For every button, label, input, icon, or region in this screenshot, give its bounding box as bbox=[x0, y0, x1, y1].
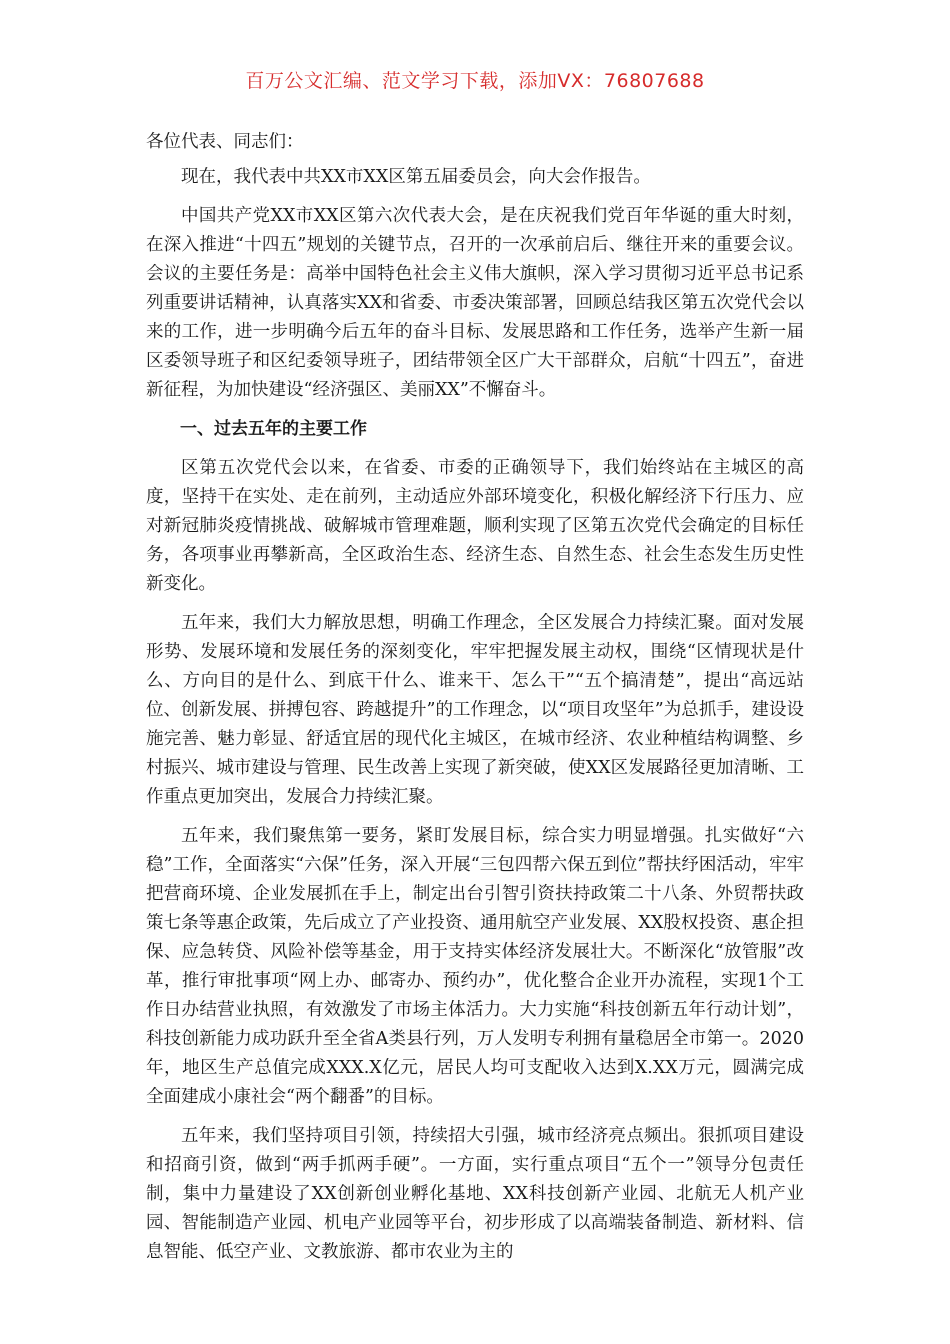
document-body bbox=[146, 128, 804, 1277]
paragraph-intro: 现在，我代表中共XX市XX区第五届委员会，向大会作报告。 bbox=[181, 167, 651, 187]
paragraph-meeting: 中国共产党XX市XX区第六次代表大会，是在庆祝我们党百年华诞的重大时刻，在深入推进“十四五”规划的关键节点，召开的一次承前启后、继往开来的重要会议。会议的主要任务是：高举中国特色社会主义伟大旗帜，深入学习贯彻习近平总书记系列重要讲话精神，认真落实XX和省委、市委决策部署，回顾总结我区第五次党代会以来的工作，进一步明确今后五年的奋斗目标、发展思路和工作任务，选举产生新一届区委领导班子和区纪委领导班子，团结带领全区广大干部群众，启航“十四五”，奋进新征程，为加快建设“经济强区、美丽XX”不懈奋斗。 bbox=[146, 206, 804, 400]
paragraph-section-4: 五年来，我们坚持项目引领，持续招大引强，城市经济亮点频出。狠抓项目建设和招商引资，做到“两手抓两手硬”。一方面，实行重点项目“五个一”领导分包责任制，集中力量建设了XX创新创业孵化基地、XX科技创新产业园、北航无人机产业园、智能制造产业园、机电产业园等平台，初步形成了以高端装备制造、新材料、信息智能、低空产业、文教旅游、都市农业为主的 bbox=[146, 1126, 804, 1262]
paragraph-section-2: 五年来，我们大力解放思想，明确工作理念，全区发展合力持续汇聚。面对发展形势、发展环境和发展任务的深刻变化，牢牢把握发展主动权，围绕“区情现状是什么、方向目的是什么、到底干什么、谁来干、怎么干”“五个搞清楚”，提出“高远站位、创新发展、拼搏包容、跨越提升”的工作理念，以“项目攻坚年”为总抓手，建设设施完善、魅力彰显、舒适宜居的现代化主城区，在城市经济、农业种植结构调整、乡村振兴、城市建设与管理、民生改善上实现了新突破，使XX区发展路径更加清晰、工作重点更加突出，发展合力持续汇聚。 bbox=[146, 613, 804, 807]
paragraph-section-1: 区第五次党代会以来，在省委、市委的正确领导下，我们始终站在主城区的高度，坚持干在实处、走在前列，主动适应外部环境变化，积极化解经济下行压力、应对新冠肺炎疫情挑战、破解城市管理难题，顺利实现了区第五次党代会确定的目标任务，各项事业再攀新高，全区政治生态、经济生态、自然生态、社会生态发生历史性新变化。 bbox=[146, 458, 804, 594]
greeting: 各位代表、同志们： bbox=[146, 132, 304, 152]
paragraph-section-3: 五年来，我们聚焦第一要务，紧盯发展目标，综合实力明显增强。扎实做好“六稳”工作，全面落实“六保”任务，深入开展“三包四帮六保五到位”帮扶纾困活动，牢牢把营商环境、企业发展抓在手上，制定出台引智引资扶持政策二十八条、外贸帮扶政策七条等惠企政策，先后成立了产业投资、通用航空产业发展、XX股权投资、惠企担保、应急转贷、风险补偿等基金，用于支持实体经济发展壮大。不断深化“放管服”改革，推行审批事项“网上办、邮寄办、预约办”，优化整合企业开办流程，实现1个工作日办结营业执照，有效激发了市场主体活力。大力实施“科技创新五年行动计划”，科技创新能力成功跃升至全省A类县行列，万人发明专利拥有量稳居全市第一。2020年，地区生产总值完成XXX.X亿元，居民人均可支配收入达到X.XX万元，圆满完成全面建成小康社会“两个翻番”的目标。 bbox=[146, 826, 804, 1107]
watermark-banner: 百万公文汇编、范文学习下载，添加VX：76807688 bbox=[245, 70, 705, 92]
section-heading: 一、过去五年的主要工作 bbox=[180, 419, 367, 439]
